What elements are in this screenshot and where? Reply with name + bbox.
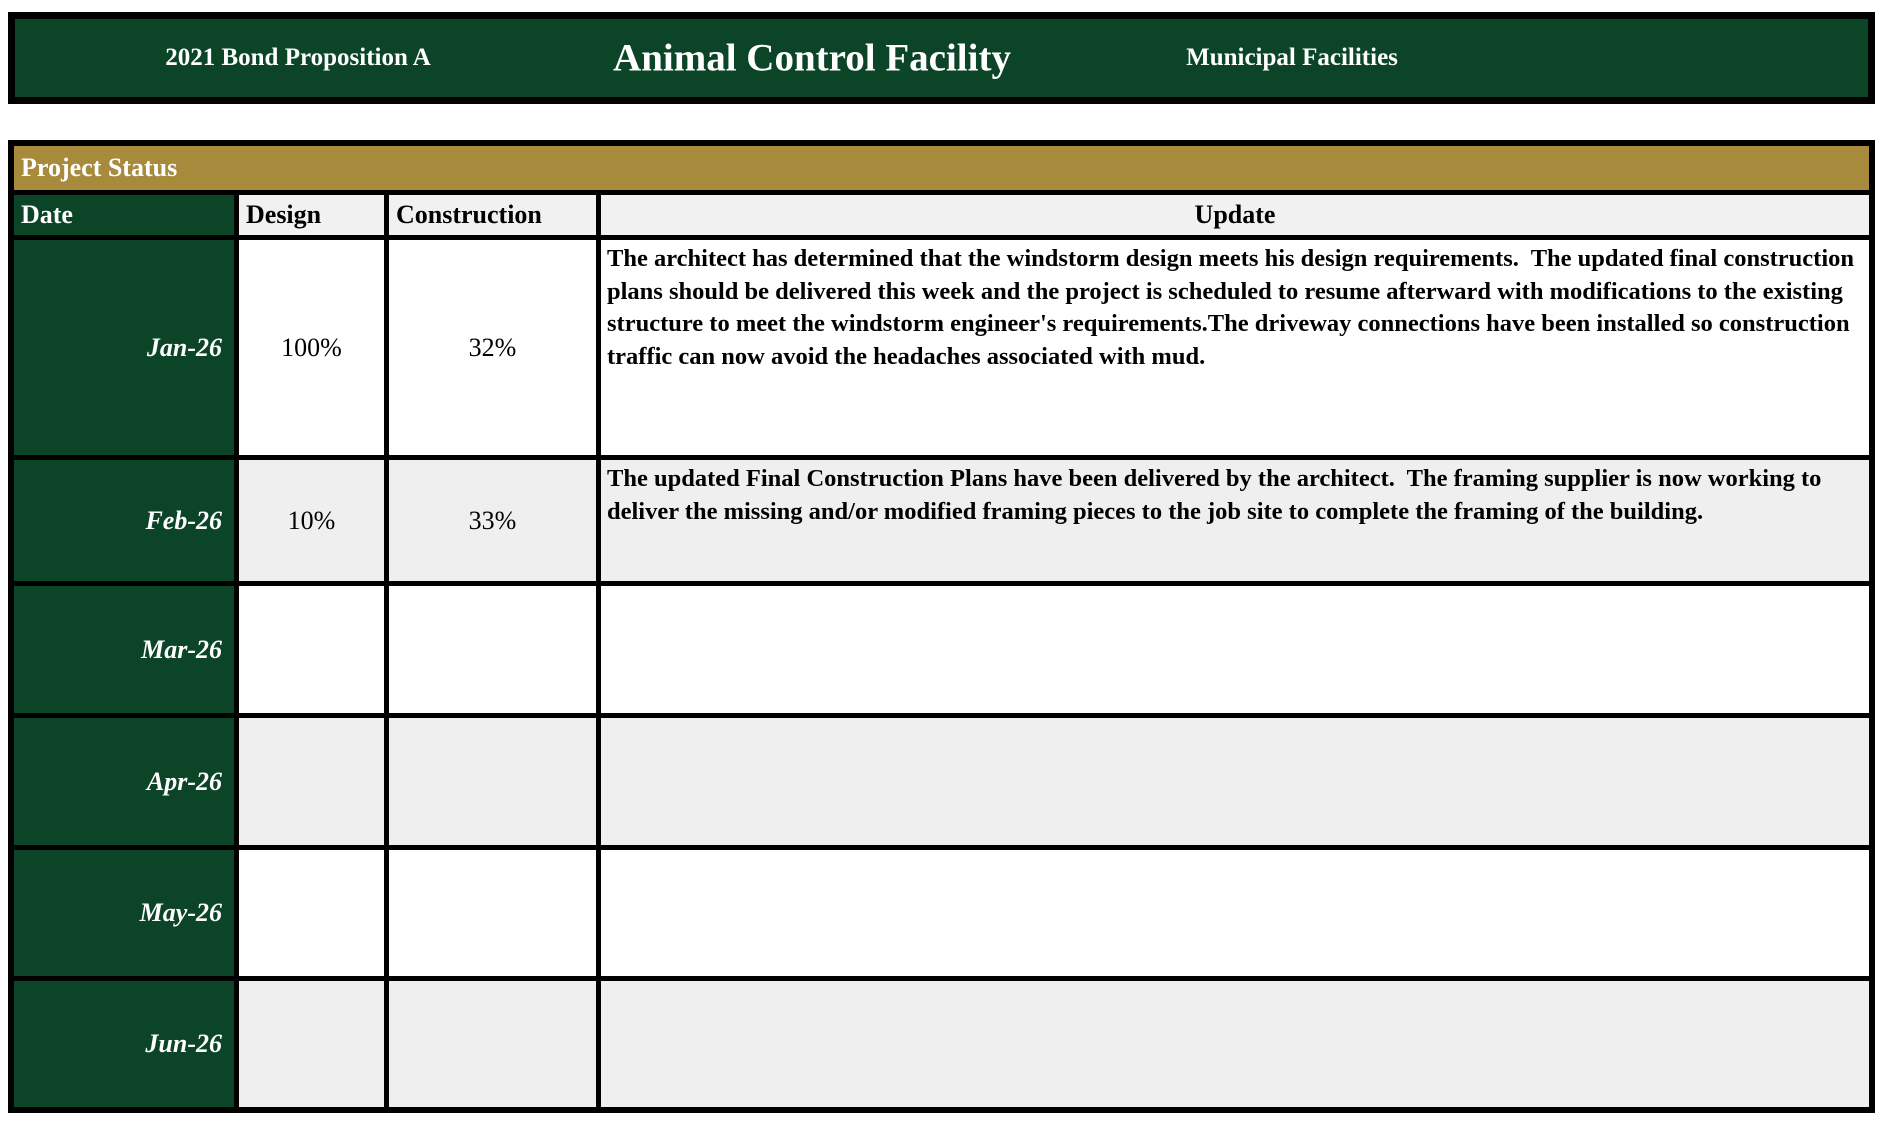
update-cell-jan: The architect has determined that the windstorm design meets his design requirements. The updated final construction plans should be delivered this week and the project is scheduled to resume afterward with modifications to the existing structure to meet the windstorm engineer's requirements.The driveway connections have been installed so construction traffic can now avoid the headaches associated with mud. bbox=[601, 240, 1869, 455]
date-cell-may: May-26 bbox=[14, 850, 234, 976]
project-status-table bbox=[8, 140, 1875, 1113]
bond-proposition-label: 2021 Bond Proposition A bbox=[165, 44, 431, 71]
construction-cell-may bbox=[389, 850, 596, 976]
construction-cell-feb: 33% bbox=[389, 460, 596, 581]
column-header-date: Date bbox=[14, 195, 234, 235]
report-banner bbox=[8, 12, 1875, 104]
construction-cell-apr bbox=[389, 718, 596, 845]
design-cell-apr bbox=[239, 718, 384, 845]
design-cell-feb: 10% bbox=[239, 460, 384, 581]
design-cell-mar bbox=[239, 586, 384, 713]
design-cell-may bbox=[239, 850, 384, 976]
update-cell-may bbox=[601, 850, 1869, 976]
construction-cell-jan: 32% bbox=[389, 240, 596, 455]
date-cell-apr: Apr-26 bbox=[14, 718, 234, 845]
update-cell-jun bbox=[601, 981, 1869, 1107]
date-cell-jan: Jan-26 bbox=[14, 240, 234, 455]
column-header-construction: Construction bbox=[389, 195, 596, 235]
update-cell-feb: The updated Final Construction Plans have been delivered by the architect. The framing supplier is now working to deliver the missing and/or modified framing pieces to the job site to complete the framing of the building. bbox=[601, 460, 1869, 581]
design-cell-jun bbox=[239, 981, 384, 1107]
design-cell-jan: 100% bbox=[239, 240, 384, 455]
column-header-design: Design bbox=[239, 195, 384, 235]
update-cell-apr bbox=[601, 718, 1869, 845]
date-cell-mar: Mar-26 bbox=[14, 586, 234, 713]
update-cell-mar bbox=[601, 586, 1869, 713]
project-title: Animal Control Facility bbox=[613, 36, 1011, 80]
section-header-project-status: Project Status bbox=[14, 146, 1869, 190]
construction-cell-jun bbox=[389, 981, 596, 1107]
column-header-update: Update bbox=[601, 195, 1869, 235]
date-cell-jun: Jun-26 bbox=[14, 981, 234, 1107]
department-label: Municipal Facilities bbox=[1186, 44, 1398, 71]
date-cell-feb: Feb-26 bbox=[14, 460, 234, 581]
construction-cell-mar bbox=[389, 586, 596, 713]
